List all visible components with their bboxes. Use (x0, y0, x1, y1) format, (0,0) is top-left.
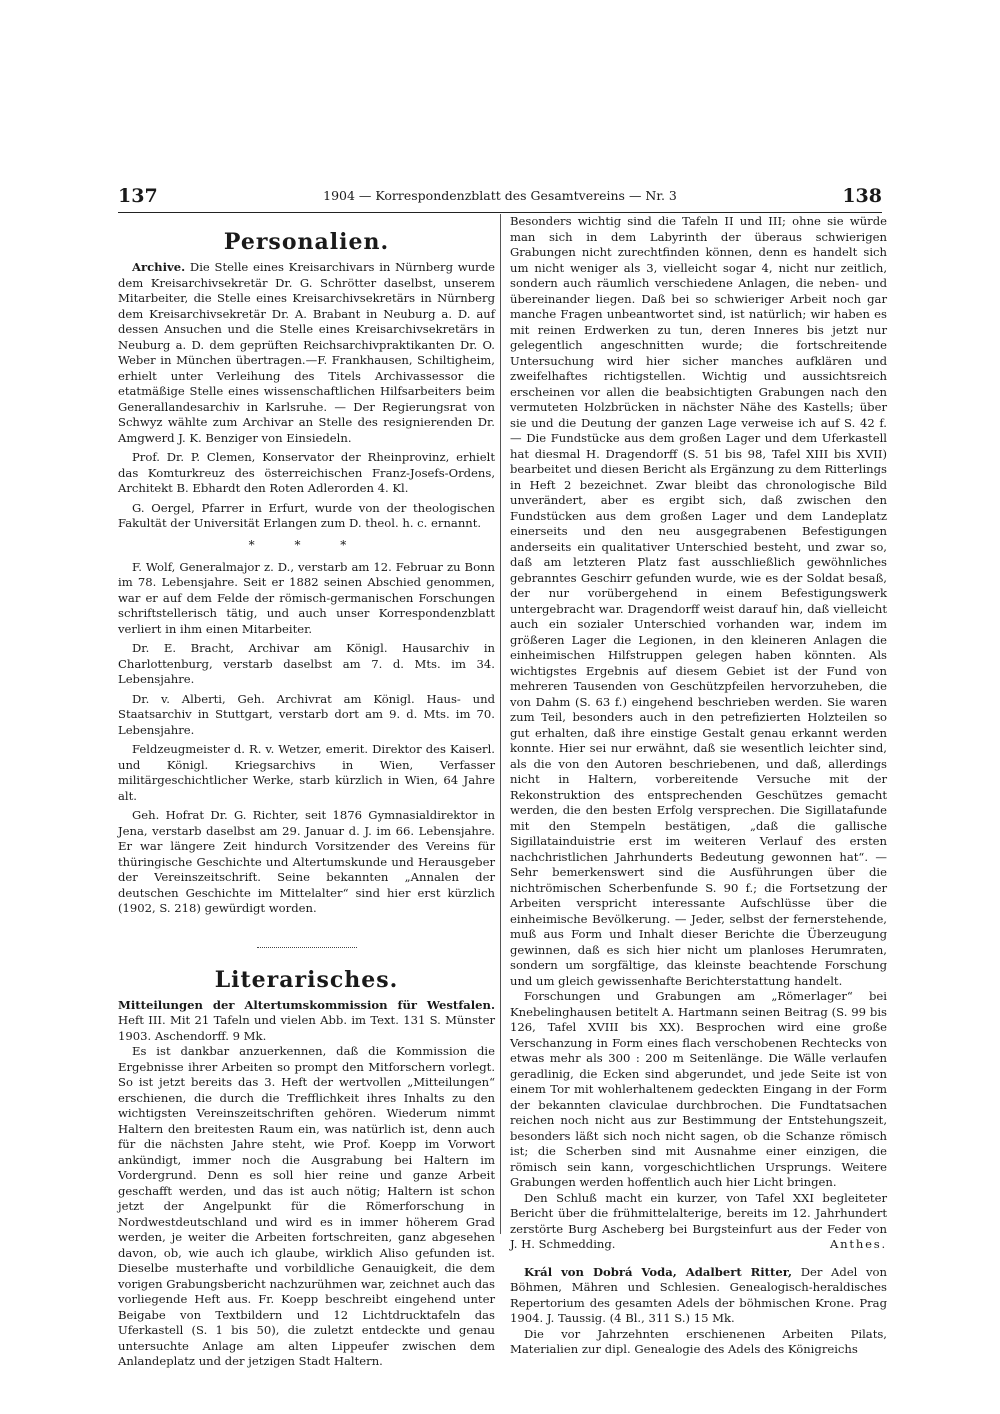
review-heading-paragraph (118, 998, 495, 1045)
page-number-right: 138 (842, 185, 882, 207)
review-title: Mitteilungen der Altertumskommission für Westfalen. (118, 997, 495, 1012)
column-divider (500, 214, 501, 1234)
section-title-personalien: Personalien. (223, 229, 390, 255)
review-citation: Heft III. Mit 21 Tafeln und vielen Abb. im Text. 131 S. Münster 1903. Aschendorff. 9 Mk. (118, 1013, 495, 1043)
kral-paragraph (510, 1265, 887, 1327)
review-continuation-paragraph: Besonders wichtig sind die Tafeln II und III; ohne sie würde man sich in dem Labyrinth der überaus schwierigen Grabungen nicht zurechtfinden können, denn es handelt sich um nicht weniger als 3, vielleicht sogar 4, nicht nur zeitlich, sondern auch räumlich verschiedene Anlagen, die neben- und übereinander liegen. Daß bei so schwieriger Arbeit noch gar manche Fragen unbeantwortet sind, ist natürlich; wir haben es mit reinen Erdwerken zu tun, deren Inneres bis jetzt nur gelegentlich angeschnitten wurde; die fortschreitende Untersuchung wird hier sicher manches aufklären und zweifelhaftes richtigstellen. Wichtig und aussichtsreich erscheinen vor allen die beabsichtigten Grabungen nach den vermuteten Holzbrücken in nächster Nähe des Kastells; über sie und die Deutung der ganzen Lage verweise ich auf S. 42 f. — Die Fundstücke aus dem großen Lager und dem Uferkastell hat diesmal H. Dragendorff (S. 51 bis 98, Tafel XIII bis XVII) bearbeitet und diesen Bericht als Ergänzung zu dem Ritterlings in Heft 2 bezeichnet. Zwar bleibt das chronologische Bild unverändert, aber es ergibt sich, daß zwischen den Fundstücken aus dem großen Lager und dem Landeplatz einerseits und den neu ausgegrabenen Befestigungen anderseits ein qualitativer Unterschied besteht, und zwar so, daß am letzteren Platz fast ausschließlich gewöhnliches gebranntes Geschirr gefunden wurde, wie es der Soldat besaß, der nur vorübergehend in einem Befestigungswerk untergebracht war. Dragendorff weist darauf hin, daß vielleicht auch ein sozialer Unterschied vorhanden war, indem im größeren Lager die Legionen, in den kleineren Anlagen die einheimischen Hilfstruppen gelegen haben könnten. Als wichtigstes Ergebnis auf diesem Gebiet ist der Fund von mehreren Tausenden von Geschützpfeilen hervorzuheben, die von Dahm (S. 63 f.) eingehend beschrieben werden. Sie waren zum Teil, besonders auch in den petrefizierten Holzteilen so gut erhalten, daß ihre einstige Gestalt genau erkannt werden konnte. Hier sei nur erwähnt, daß sie wesentlich leichter sind, als die von den Autoren beschriebenen, und daß, allerdings nicht in Haltern, vorbereitende Versuche mit der Rekonstruktion des entsprechenden Geschützes gemacht werden, die den besten Erfolg versprechen. Die Sigillatafunde mit den Stempeln bestätigen, „daß die gallische Sigillatainduistrie erst im weiteren Verlauf des ersten nachchristlichen Jahrhunderts Bedeutung gewonnen hat“. — Sehr bemerkenswert sind die Ausführungen über die nichtrömischen Scherbenfunde S. 90 f.; die Fortsetzung der Arbeiten verspricht interessante Aufschlüsse über die einheimische Bevölkerung. — Jeder, selbst der fernerstehende, muß aus Form und Inhalt dieser Berichte die Überzeugung gewinnen, daß es sich hier nicht um planloses Herumraten, sondern um sorgfältige, das kleinste beachtende Forschung und um gleich gewissenhafte Berichterstattung handelt. (510, 214, 887, 988)
wolf-paragraph: F. Wolf, Generalmajor z. D., verstarb am 12. Februar zu Bonn im 78. Lebensjahre. Seit er 1882 seinen Abschied genommen, war er auf dem Felde der römisch-germanischen Forschungen schriftstellerisch tätig, und auch unser Korrespondenzblatt verliert in ihm einen Mitarbeiter. (118, 559, 495, 636)
running-header (118, 185, 882, 215)
knebelinghausen-paragraph: Forschungen und Grabungen am „Römerlager“ bei Knebelinghausen betitelt A. Hartmann seinen Beitrag (S. 99 bis 126, Tafel XVIII bis XX). Besprochen wird eine große Verschanzung in Form eines flach verschobenen Rechtecks von etwas mehr als 300 : 200 m Seitenlänge. Die Wälle verlaufen geradlinig, die Ecken sind abgerundet, und jede Seite ist von einem Tor mit wohlerhaltenem gedeckten Eingang in der Form der bekannten claviculae durchbrochen. Die Fundtatsachen reichen noch nicht aus zur Bestimmung der Entstehungszeit, besonders läßt sich noch nicht sagen, ob die Schanze römisch ist; die Scherben sind mit Ausnahme einer einzigen, die römisch sein kann, vorgeschichtlichen Ursprungs. Weitere Grabungen werden hoffentlich auch hier Licht bringen. (510, 989, 887, 1189)
wetzer-paragraph: Feldzeugmeister d. R. v. Wetzer, emerit. Direktor des Kaiserl. und Königl. Kriegsarchivs in Wien, Verfasser militärgeschichtlicher Werke, starb kürzlich in Wien, 64 Jahre alt. (118, 742, 495, 803)
review-body-paragraph: Es ist dankbar anzuerkennen, daß die Kommission die Ergebnisse ihrer Arbeiten so prompt den Mitforschern vorlegt. So ist jetzt bereits das 3. Heft der wertvollen „Mitteilungen“ erschienen, die durch die Trefflichkeit ihres Inhalts zu den wichtigsten Vereinszeitschriften gehören. Wiederum nimmt Haltern den breitesten Raum ein, was natürlich ist, denn auch für die nächsten Jahre steht, wie Prof. Koepp im Vorwort ankündigt, immer noch die Ausgrabung bei Haltern im Vordergrund. Denn es soll hier reine und ganze Arbeit geschafft werden, und das ist auch nötig; Haltern ist schon jetzt der Angelpunkt für die Römerforschung in Nordwestdeutschland und wird es in immer höherem Grad werden, je weiter die Arbeiten fortschreiten, ganz abgesehen davon, ob, wie auch ich glaube, wirklich Aliso gefunden ist. Dieselbe musterhafte und vorbildliche Genauigkeit, die dem vorigen Grabungsbericht nachzurühmen war, zeichnet auch das vorliegende Heft aus. Fr. Koepp beschreibt eingehend unter Beigabe von Textbildern und 12 Lichtdrucktafeln das Uferkastell (S. 1 bis 50), die zuletzt entdeckte und genau untersuchte Anlage am alten Lippeufer zwischen dem Anlandeplatz und der jetzigen Stadt Haltern. (118, 1044, 495, 1368)
kral-text: Der Adel von Böhmen, Mähren und Schlesien. Genealogisch-heraldisches Repertorium des gesamten Adels der böhmischen Krone. Prag 1904. J. Taussig. (4 Bl., 311 S.) 15 Mk. (510, 1264, 887, 1325)
section-rule (257, 947, 357, 948)
richter-paragraph: Geh. Hofrat Dr. G. Richter, seit 1876 Gymnasialdirektor in Jena, verstarb daselbst am 29. Januar d. J. im 66. Lebensjahre. Er war längere Zeit hindurch Vorsitzender des Vereins für thüringische Geschichte und Altertumskunde und Herausgeber der Vereinszeitschrift. Seine bekannten „Annalen der deutschen Geschichte im Mittelalter“ sind hier erst kürzlich (1902, S. 218) gewürdigt worden. (118, 808, 495, 915)
archive-lead: Archive. (132, 260, 186, 274)
page-number-left: 137 (118, 185, 158, 207)
asterisk-separator: * * * (248, 537, 365, 552)
section-title-literarisches: Literarisches. (214, 966, 399, 993)
reviewer-signature: Anthes. (829, 1237, 887, 1251)
archive-paragraph (118, 260, 495, 446)
kral-author: Král von Dobrá Voda, Adalbert Ritter, (524, 1264, 793, 1279)
oergel-paragraph: G. Oergel, Pfarrer in Erfurt, wurde von der theologischen Fakultät der Universität Erlangen zum D. theol. h. c. ernannt. (118, 500, 495, 530)
header-rule (118, 212, 882, 213)
ascheberg-text: Den Schluß macht ein kurzer, von Tafel XXI begleiteter Bericht über die frühmittelalterige, bereits im 12. Jahrhundert zerstörte Burg Ascheberg bei Burgsteinfurt aus der Feder von J. H. Schmedding. (510, 1190, 887, 1251)
pilat-paragraph: Die vor Jahrzehnten erschienenen Arbeiten Pilats, Materialien zur dipl. Genealogie des Adels des Königreichs (510, 1326, 887, 1356)
left-column (118, 214, 495, 1370)
bracht-paragraph: Dr. E. Bracht, Archivar am Königl. Hausarchiv in Charlottenburg, verstarb daselbst am 7. d. Mts. im 34. Lebensjahre. (118, 641, 495, 686)
alberti-paragraph: Dr. v. Alberti, Geh. Archivrat am Königl. Haus- und Staatsarchiv in Stuttgart, verstarb dort am 9. d. Mts. im 70. Lebensjahre. (118, 691, 495, 737)
archive-text: Die Stelle eines Kreisarchivars in Nürnberg wurde dem Kreisarchivsekretär Dr. G. Schrötter daselbst, unserem Mitarbeiter, die Stelle eines Kreisarchivsekretärs in Nürnberg dem Kreisarchivsekretär Dr. A. Brabant in Neuburg a. D. auf dessen Ansuchen und die Stelle eines Kreisarchivsekretärs in Neuburg a. D. dem geprüften Reichsarchivpraktikanten Dr. O. Weber in München übertragen.—F. Frankhausen, Schiltigheim, erhielt unter Verleihung des Titels Archivassessor die etatmäßige Stelle eines wissenschaftlichen Hilfsarbeiters beim Generallandesarchiv in Karlsruhe. — Der Regierungsrat von Schwyz wählte zum Archivar an Stelle des resignierenden Dr. Amgwerd J. K. Benziger von Einsiedeln. (118, 260, 495, 445)
right-column (510, 214, 887, 1358)
running-title: 1904 — Korrespondenzblatt des Gesamtvereins — Nr. 3 (323, 188, 677, 203)
ascheberg-paragraph (510, 1191, 887, 1253)
clemen-paragraph: Prof. Dr. P. Clemen, Konservator der Rheinprovinz, erhielt das Komturkreuz des österreichischen Franz-Josefs-Ordens, Architekt B. Ebhardt den Roten Adlerorden 4. Kl. (118, 450, 495, 495)
